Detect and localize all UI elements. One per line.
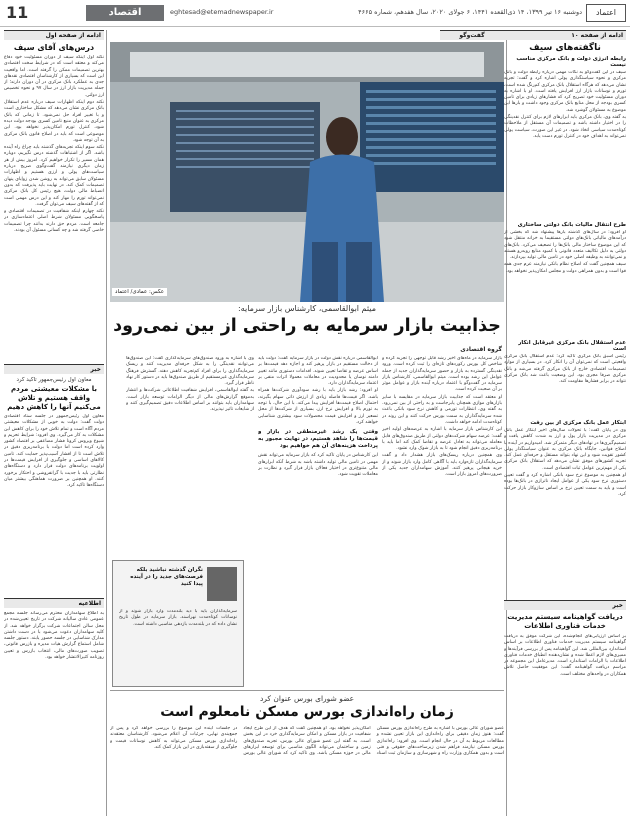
column-subhead: ابتکار عمل بانک مرکزی از بین رفت (530, 420, 626, 426)
pull-quote: وقتی یک رشد غیرمنطقی در بازار و قیمت‌ها را شاهد هستیم، در نهایت مجبور به پرداخت هزینه‌های آن هم خواهیم بود (258, 429, 378, 450)
newspaper-logo: اعتماد (586, 4, 626, 22)
article-headline: جذابیت بازار سرمایه به راحتی از بین نمی‌رود (113, 316, 501, 336)
column-headline: درس‌های آقای سیف (13, 43, 95, 52)
left-column (4, 30, 104, 761)
article-kicker: میثم ابوالقاسمی، کارشناس بازار سرمایه: (237, 304, 376, 313)
section-label: اقتصاد (86, 5, 164, 21)
column-body-text: سیف در این گفت‌وگو به نکات مهمی درباره رابطه دولت و بانک مرکزی و نحوه سیاستگذاری پولی اشاره کرد و گفت: تجربه نشان می‌دهد که هرگاه استقلال بانک مرکزی کم‌رنگ شده است، تورم و نوسانات بازار ارز افزایش یافته است. او با اشاره به دوران مسئولیت خود تصریح کرد که فشارهای زیادی برای تامین کسری بودجه از محل منابع بانک مرکزی وجود داشت و بارها این موضوع به مسئولان گوشزد شد. به گفته وی، بانک مرکزی باید ابزارهای لازم برای کنترل نقدینگی را در اختیار داشته باشد و تصمیمات آن مستقل از ملاحظات کوتاه‌مدت سیاسی اتخاذ شود. در غیر این صورت، سیاست پولی نمی‌تواند به اهداف خود در کنترل تورم دست یابد. (504, 70, 626, 139)
section-divider (110, 690, 504, 691)
column-body-text: معاون اول رئیس‌جمهور در جلسه ستاد اقتصادی دولت گفت: دولت به خوبی از مشکلات معیشتی مردم آگاه است و تمام تلاش خود را برای کاهش این مشکلات به کار می‌گیرد. وی افزود: شرایط تحریم و شیوع ویروس کرونا فشار مضاعفی بر اقتصاد کشور وارد کرده است اما دولت با برنامه‌ریزی دقیق در تلاش است تا از اقشار آسیب‌پذیر حمایت کند. تامین کالاهای اساسی و جلوگیری از افزایش قیمت‌ها در اولویت برنامه‌های دولت قرار دارد و دستگاه‌های نظارتی باید با جدیت با گرانفروشی و احتکار برخورد کنند. او همچنین بر ضرورت هماهنگی بیشتر میان دستگاه‌ها تاکید کرد. (4, 414, 104, 489)
column-headline: دریافت گواهینامه سیستم مدیریت خدمات فناوری اطلاعات (507, 613, 623, 630)
column-tag: خبر (504, 600, 626, 610)
photo-illustration (110, 42, 504, 302)
column-kicker: معاون اول رئیس‌جمهور تاکید کرد (16, 377, 92, 383)
contact-email: eghtesad@etemadnewspaper.ir (170, 8, 274, 16)
column-body-text: رئیس اسبق بانک مرکزی تاکید کرد: عدم استقلال بانک مرکزی واقعیتی است که نمی‌توان آن را انکار کرد. در بسیاری از موارد تصمیمات اقتصادی خارج از بانک مرکزی گرفته می‌شد و بانک مرکزی صرفا مجری بود. این وضعیت باعث شد بانک مرکزی نتواند در برابر فشارها مقاومت کند. (504, 354, 626, 385)
column-headline: ناگفته‌های سیف (529, 43, 601, 53)
photo-caption: عکس: عمادی/ اعتماد (112, 288, 167, 296)
column-tag: خبر (4, 364, 104, 374)
column-tag: ادامه از صفحه ۱۰ (504, 30, 626, 40)
bottom-article-kicker: عضو شورای بورس عنوان کرد (259, 694, 355, 703)
interviewee-portrait (207, 567, 237, 601)
column-body-text: بر اساس ارزیابی‌های انجام‌شده، این شرکت موفق به دریافت گواهینامه سیستم مدیریت خدمات فناوری اطلاعات بر اساس استاندارد بین‌المللی شد. این گواهینامه پس از بررسی فرآیندها و ممیزی‌های لازم اعطا شده و نشان‌دهنده انطباق خدمات فناوری اطلاعات با الزامات استاندارد است. مدیرعامل این مجموعه در مراسم دریافت گواهینامه گفت: این موفقیت حاصل تلاش همکاران در واحدهای مختلف است. (504, 634, 626, 677)
column-body-text: به اطلاع سهامداران محترم می‌رساند جلسه مجمع عمومی عادی سالیانه شرکت در تاریخ تعیین‌شده در محل سالن اجتماعات شرکت برگزار خواهد شد. از کلیه سهامداران دعوت می‌شود با در دست داشتن مدارک شناسایی در جلسه حضور یابند. دستور جلسه شامل استماع گزارش هیات مدیره و بازرس قانونی، تصویب صورت‌های مالی، انتخاب بازرس و تعیین روزنامه کثیرالانتشار خواهد بود. (4, 611, 104, 661)
box-quote: نگران گذشته نباشید بلکه فرصت‌های جدید را در آینده پیدا کنید (130, 567, 203, 587)
stock-exchange-photo (110, 42, 504, 302)
box-text: سرمایه‌گذاران باید با دید بلندمدت وارد بازار شوند و از نوسانات کوتاه‌مدت نهراسند. بازار سرمایه در طول تاریخ نشان داده که در بلندمدت بازدهی مناسبی داشته است. (119, 609, 237, 627)
column-divider (106, 30, 107, 816)
column-body-text: وی در پایان گفت: با تحولات سال‌های اخیر ابتکار عمل بانک مرکزی در مدیریت بازار پول و ارز به شدت کاهش یافت و تصمیم‌گیری‌ها در نهادهای دیگر متمرکز شد. امیدواریم در آینده با اصلاح قوانین، جایگاه بانک مرکزی به عنوان سیاستگذار پولی کشور تقویت شود و این نهاد بتواند مستقل و حرفه‌ای عمل کند. تجربه کشورهای موفق نشان می‌دهد که استقلال بانک مرکزی یکی از مهم‌ترین عوامل ثبات اقتصادی است. او همچنین به موضوع نرخ سود بانکی اشاره کرد و گفت تعیین دستوری نرخ سود یکی از عوامل ایجاد ناترازی در بانک‌ها بوده است و باید به سمت تعیین نرخ بر اساس سازوکار بازار حرکت کرد. (504, 428, 626, 497)
bottom-article-headline: زمان راه‌اندازی بورس مسکن نامعلوم است (160, 704, 454, 720)
column-body-text: او افزود: در سال‌های گذشته بارها پیشنهاد شد که بخشی از درآمدهای مالیاتی بانک‌های دولتی مستقیما به خزانه منتقل شود که این موضوع ساختار مالی بانک‌ها را تضعیف می‌کرد. بانک‌های دولتی به دلیل تکالیف متعدد قانونی با کمبود منابع روبه‌رو هستند و نمی‌توانند به وظیفه اصلی خود در تامین مالی تولید بپردازند. سیف همچنین گفت که اصلاح نظام بانکی نیازمند عزم جدی همه قوا است و بدون همراهی دولت و مجلس امکان‌پذیر نخواهد بود. (504, 230, 626, 274)
column-body-text: نکته اول اینکه سیف از دوران مسئولیت خود دفاع می‌کند و معتقد است که در شرایط سخت اقتصادی بهترین تصمیمات ممکن را گرفته است. اما واقعیت این است که بسیاری از کارشناسان اقتصادی نقدهای جدی به عملکرد بانک مرکزی در آن دوران دارند؛ از جمله مدیریت بازار ارز در سال ۹۷ و نحوه تخصیص ارز دولتی. نکته دوم اینکه اظهارات سیف درباره عدم استقلال بانک مرکزی نشان می‌دهد که مشکل ساختاری است و با تغییر افراد حل نمی‌شود. تا زمانی که بانک مرکزی به عنوان منبع تامین کسری بودجه دولت دیده شود، کنترل تورم امکان‌پذیر نخواهد بود. این موضوعی است که باید در اصلاح قانون بانک مرکزی به آن توجه شود. نکته سوم اینکه تجربه‌های گذشته باید چراغ راه آینده باشد. اگر از اشتباهات گذشته درس نگیریم، دوباره همان مسیر را تکرار خواهیم کرد. امروز بیش از هر زمان دیگری نیازمند گفت‌وگوی صریح درباره سیاست‌های پولی و ارزی هستیم و اظهارات مسئولان سابق می‌تواند به روشن شدن زوایای پنهان تصمیمات کمک کند. در نهایت باید پذیرفت که بدون انضباط مالی دولت، هیچ رئیس کل بانک مرکزی نمی‌تواند تورم را مهار کند و این درس مهمی است که از گفته‌های سیف می‌توان گرفت. نکته چهارم اینکه شفافیت در تصمیمات اقتصادی و پاسخگویی مسئولان شرط اصلی اعتمادسازی در جامعه است. مردم حق دارند بدانند چرا تصمیمات خاصی گرفته شد و چه کسانی مسئول آن بودند. (4, 55, 104, 234)
column-subhead: طرح انتقال مالیات بانک دولتی ساختاری (517, 222, 626, 228)
article-byline: گروه اقتصادی (460, 346, 502, 353)
issue-dateline: دوشنبه ۱۶ تیر ۱۳۹۹، ۱۴ ذی‌القعده ۱۴۴۱، ۶ جولای ۲۰۲۰، سال هفدهم، شماره ۴۶۶۵ (358, 8, 582, 16)
column-headline: با مشکلات معیشتی مردم واقف هستیم و تلاش می‌کنیم آنها را کاهش دهیم (7, 385, 101, 411)
column-subhead: عدم استقلال بانک مرکزی غیرقابل انکار است (518, 340, 626, 352)
quote-box (112, 560, 244, 687)
page-header (0, 0, 630, 27)
right-column (504, 30, 626, 752)
article-body-col1: بازار سرمایه در ماه‌های اخیر رشد قابل توجهی را تجربه کرده و شاخص کل بورس رکوردهای تازه‌ای را ثبت کرده است. ورود نقدینگی گسترده به بازار و حضور سرمایه‌گذاران جدید از جمله عوامل این رشد بوده است. میثم ابوالقاسمی، کارشناس بازار سرمایه در گفت‌وگو با اعتماد درباره آینده بازار و عوامل موثر بر آن صحبت کرده است. او معتقد است که جذابیت بازار سرمایه در مقایسه با سایر بازارهای موازی همچنان پابرجاست و به راحتی از بین نمی‌رود. به گفته وی، انتظارات تورمی و کاهش نرخ سود بانکی باعث شده سرمایه‌گذاران به سمت بورس حرکت کنند و این روند در کوتاه‌مدت ادامه خواهد داشت. این کارشناس بازار سرمایه با اشاره به عرضه‌های اولیه اخیر گفت: عرضه سهام شرکت‌های دولتی از طریق صندوق‌های قابل معامله می‌تواند به تعادل عرضه و تقاضا کمک کند اما باید با برنامه‌ریزی دقیق انجام شود تا به بازار شوک وارد نشود. وی همچنین درباره ریسک‌های بازار هشدار داد و گفت سرمایه‌گذاران تازه‌وارد باید با آگاهی کامل وارد بازار شوند و از خرید هیجانی پرهیز کنند. آموزش سهامداران جدید یکی از ضرورت‌های امروز بازار است. (382, 356, 502, 478)
column-tag: ادامه از صفحه اول (4, 30, 104, 40)
column-tag: اطلاعیه (4, 598, 104, 608)
article-body-col2: ابوالقاسمی درباره نقش دولت در بازار سرمایه گفت: دولت باید از دخالت مستقیم در بازار پرهیز کند و اجازه دهد قیمت‌ها بر اساس عرضه و تقاضا تعیین شوند. اقدامات دستوری مانند تغییر دامنه نوسان یا محدودیت در معاملات معمولا اثرات منفی بر اعتماد سرمایه‌گذاران دارد. او افزود: رشد بازار باید با رشد سودآوری شرکت‌ها همراه باشد. اگر قیمت‌ها فاصله زیادی از ارزش ذاتی سهام بگیرند، احتمال اصلاح قیمت‌ها افزایش پیدا می‌کند. با این حال، با توجه به تورم بالا و افزایش نرخ ارز، بسیاری از شرکت‌ها از محل تسعیر ارز و افزایش قیمت محصولات سود بیشتری شناسایی خواهند کرد. وقتی یک رشد غیرمنطقی در بازار و قیمت‌ها را شاهد هستیم، در نهایت مجبور به پرداخت هزینه‌های آن هم خواهیم بود این کارشناس در پایان تاکید کرد که بازار سرمایه می‌تواند نقش مهمی در تامین مالی تولید داشته باشد به شرط آنکه ابزارهای مالی متنوع‌تری در اختیار فعالان بازار قرار گیرد و نظارت بر معاملات تقویت شود. (258, 356, 378, 478)
article-body-col3: وی با اشاره به ورود صندوق‌های سرمایه‌گذاری گفت: این صندوق‌ها می‌توانند نقدینگی را به شکل حرفه‌ای مدیریت کنند و ریسک سرمایه‌گذاری را برای افراد کم‌تجربه کاهش دهند. گسترش فرهنگ سرمایه‌گذاری غیرمستقیم از طریق صندوق‌ها باید در دستور کار نهاد ناظر قرار گیرد. به گفته ابوالقاسمی، افزایش شفافیت اطلاعاتی شرکت‌ها و انتشار به‌موقع گزارش‌های مالی از دیگر الزامات توسعه بازار است. سهامداران باید بتوانند بر اساس اطلاعات دقیق تصمیم‌گیری کنند و از شایعات تاثیر نپذیرند. (126, 356, 254, 413)
page-number: 11 (6, 3, 29, 22)
column-subhead: رابطه انرژی دولت و بانک مرکزی مناسب نیست (516, 56, 626, 68)
article-tag: گفت‌وگو (440, 30, 504, 40)
bottom-article-body: عضو شورای عالی بورس با اشاره به طرح راه‌اندازی بورس مسکن گفت: هنوز زمان دقیقی برای راه‌اندازی این بازار تعیین نشده و مطالعات مربوط به آن در حال انجام است. وی افزود: راه‌اندازی بورس مسکن نیازمند فراهم شدن زیرساخت‌های حقوقی و فنی است و بدون همکاری وزارت راه و شهرسازی و سازمان ثبت اسناد امکان‌پذیر نخواهد بود. او همچنین گفت که هدف از این طرح ایجاد شفافیت در بازار مسکن و امکان سرمایه‌گذاری خرد در این بخش است. به گفته این عضو شورای عالی بورس، تجربه صندوق‌های زمین و ساختمان می‌تواند الگوی مناسبی برای توسعه ابزارهای مالی در حوزه مسکن باشد. وی تاکید کرد که شورای عالی بورس در جلسات آینده این موضوع را بررسی خواهد کرد و پس از جمع‌بندی نهایی، جزئیات آن اعلام می‌شود. کارشناسان معتقدند راه‌اندازی بورس مسکن می‌تواند به کاهش نوسانات قیمت و جلوگیری از سفته‌بازی در این بازار کمک کند. (110, 726, 504, 757)
